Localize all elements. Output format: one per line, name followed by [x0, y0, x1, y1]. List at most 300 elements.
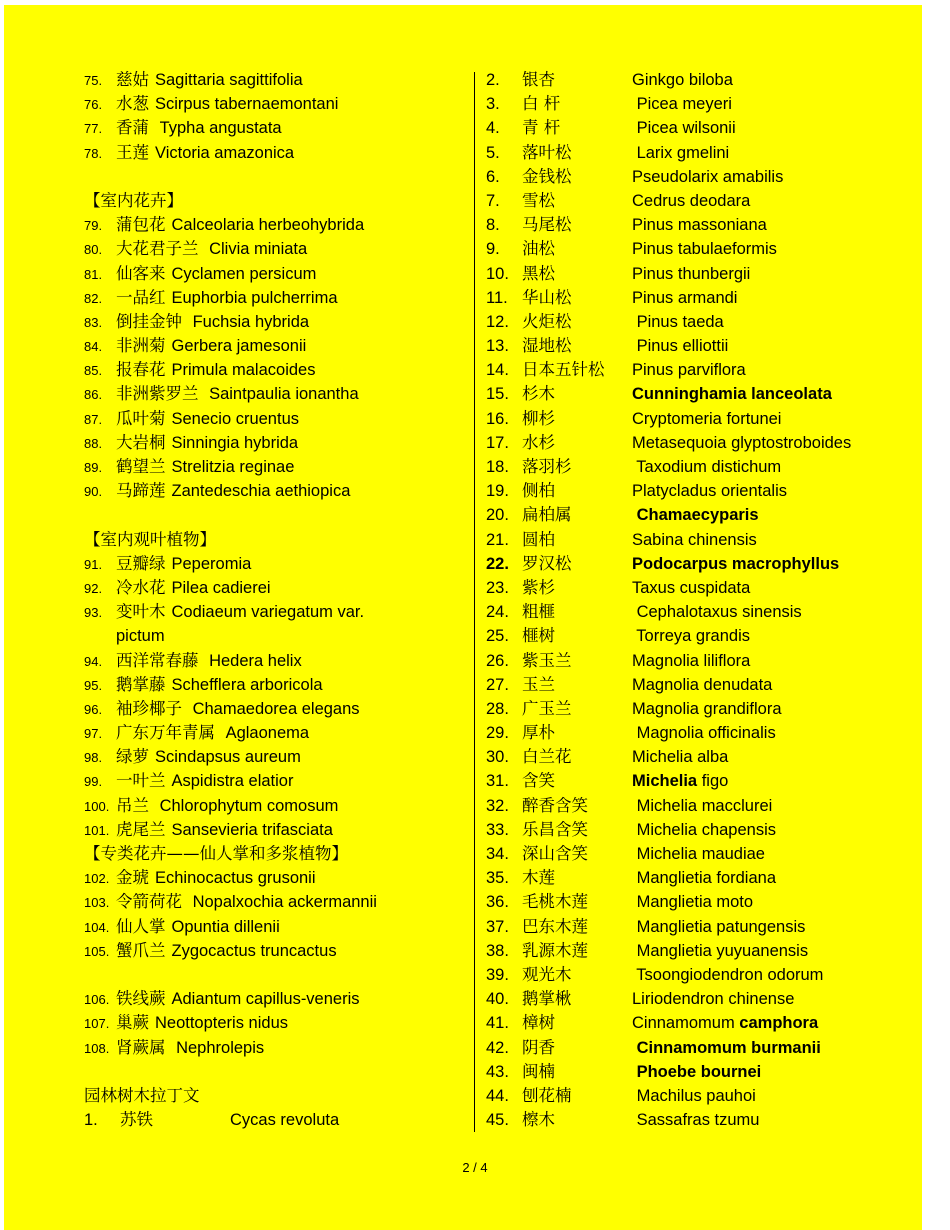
plant-entry [84, 600, 464, 624]
entry-number: 103. [84, 895, 110, 911]
entry-number: 102. [84, 871, 110, 887]
latin-name: Michelia maudiae [632, 845, 765, 863]
entry-number: 37. [486, 917, 509, 936]
tree-entry [486, 1036, 906, 1060]
plant-entry [84, 818, 464, 842]
latin-name: Zygocactus truncactus [171, 941, 337, 960]
chinese-name: 华山松 [522, 287, 572, 307]
plant-entry [84, 431, 464, 455]
chinese-name: 虎尾兰 [116, 819, 166, 839]
entry-number: 26. [486, 651, 509, 670]
tree-entry [486, 721, 906, 745]
latin-name: Taxodium distichum [632, 458, 782, 476]
plant-entry [84, 286, 464, 310]
entry-number: 22. [486, 554, 509, 573]
latin-name: Larix gmelini [632, 143, 730, 162]
tree-entry [486, 68, 906, 92]
tree-entry [486, 649, 906, 673]
chinese-name: 樟树 [522, 1013, 555, 1033]
chinese-name: 醉香含笑 [522, 795, 588, 815]
entry-number: 107. [84, 1016, 110, 1032]
tree-entry [486, 1108, 906, 1132]
latin-name: Typha angustata [155, 119, 282, 138]
chinese-name: 瓜叶菊 [116, 408, 166, 428]
chinese-name: 大岩桐 [116, 432, 166, 452]
chinese-name: 侧柏 [522, 481, 555, 501]
tree-entry [486, 673, 906, 697]
entry-number: 83. [84, 314, 103, 330]
chinese-name: 粗榧 [522, 602, 555, 622]
latin-name: Codiaeum variegatum var. [171, 603, 365, 622]
plant-entry [84, 382, 464, 406]
latin-name: Cunninghamia lanceolata [632, 385, 832, 404]
plant-entry [84, 310, 464, 334]
latin-name: Senecio cruentus [171, 409, 299, 428]
chinese-name: 广玉兰 [522, 698, 572, 718]
entry-number: 42. [486, 1038, 509, 1057]
latin-name: Adiantum capillus-veneris [171, 990, 360, 1009]
latin-name: Sabina chinensis [632, 530, 757, 549]
entry-number: 104. [84, 919, 110, 935]
latin-name: Michelia chapensis [632, 820, 776, 839]
plant-entry [84, 697, 464, 721]
plant-entry [84, 576, 464, 600]
plant-entry [84, 866, 464, 890]
entry-number: 100. [84, 798, 110, 814]
blank-line [84, 963, 464, 987]
latin-name: Sassafras tzumu [632, 1111, 760, 1130]
chinese-name: 蟹爪兰 [116, 940, 166, 960]
chinese-name: 慈姑 [116, 70, 149, 89]
entry-number: 77. [84, 121, 103, 137]
entry-number: 32. [486, 796, 509, 815]
entry-number: 98. [84, 750, 103, 766]
entry-number: 93. [84, 605, 103, 621]
tree-entry [486, 213, 906, 237]
plant-entry [84, 1011, 464, 1035]
latin-name: Magnolia denudata [632, 675, 773, 694]
plant-entry [84, 479, 464, 503]
tree-entry [486, 286, 906, 310]
latin-name: Manglietia fordiana [632, 869, 777, 888]
plant-entry [84, 745, 464, 769]
latin-species: camphora [739, 1014, 819, 1033]
latin-name: Sinningia hybrida [171, 433, 299, 452]
entry-number: 45. [486, 1111, 509, 1130]
chinese-name: 油松 [522, 239, 555, 259]
tree-entry [486, 866, 906, 890]
entry-number: 76. [84, 97, 103, 113]
page-number: 2 / 4 [462, 1160, 488, 1175]
entry-number: 27. [486, 675, 509, 694]
tree-entry [486, 262, 906, 286]
entry-number: 5. [486, 143, 500, 162]
entry-number: 24. [486, 603, 509, 622]
chinese-name: 一叶兰 [116, 771, 166, 791]
tree-entry [486, 987, 906, 1011]
plant-entry [84, 890, 464, 914]
entry-number: 18. [486, 458, 509, 476]
entry-number: 86. [84, 387, 103, 403]
tree-entry [486, 818, 906, 842]
latin-name: Chamaecyparis [632, 506, 759, 525]
chinese-name: 苏铁 [120, 1110, 153, 1130]
tree-entry [486, 334, 906, 358]
chinese-name: 毛桃木莲 [522, 892, 588, 912]
chinese-name: 豆瓣绿 [116, 553, 166, 573]
entry-number: 19. [486, 482, 509, 501]
left-column [84, 68, 464, 1132]
entry-continuation: pictum [116, 627, 165, 646]
entry-number: 91. [84, 556, 103, 572]
section-heading: 【室内花卉】 [84, 190, 183, 210]
chinese-name: 紫杉 [522, 577, 555, 597]
section-heading: 【室内观叶植物】 [84, 529, 216, 549]
chinese-name: 乳源木莲 [522, 940, 588, 960]
latin-name: Cryptomeria fortunei [632, 409, 782, 428]
latin-name: Cyclamen persicum [171, 264, 317, 283]
tree-entry [486, 116, 906, 140]
tree-entry [486, 939, 906, 963]
chinese-name: 乐昌含笑 [522, 819, 588, 839]
plant-entry [84, 794, 464, 818]
latin-name: Hedera helix [204, 651, 302, 670]
entry-number: 14. [486, 361, 509, 380]
tree-entry [486, 697, 906, 721]
latin-name: Primula malacoides [171, 361, 316, 380]
chinese-name: 木莲 [522, 868, 555, 888]
chinese-name: 非洲菊 [116, 336, 166, 356]
latin-name: Magnolia officinalis [632, 724, 776, 743]
latin-name: Cedrus deodara [632, 191, 751, 210]
latin-name: Podocarpus macrophyllus [632, 554, 840, 573]
entry-number: 80. [84, 242, 103, 258]
latin-name: Machilus pauhoi [632, 1086, 756, 1105]
plant-entry [84, 92, 464, 116]
chinese-name: 仙人掌 [116, 916, 166, 936]
plant-entry [84, 334, 464, 358]
chinese-name: 吊兰 [116, 795, 149, 815]
latin-name: Michelia macclurei [632, 796, 773, 815]
entry-number: 7. [486, 191, 500, 210]
latin-name: Pinus thunbergii [632, 264, 751, 283]
tree-entry [486, 382, 906, 406]
tree-entry [486, 915, 906, 939]
entry-number: 85. [84, 363, 103, 379]
tree-entry [486, 1060, 906, 1084]
entry-number: 30. [486, 748, 509, 767]
latin-name: Strelitzia reginae [171, 458, 295, 476]
entry-number: 3. [486, 95, 500, 114]
tree-entry [486, 407, 906, 431]
tree-entry [486, 745, 906, 769]
chinese-name: 仙客来 [116, 263, 166, 283]
chinese-name: 非洲紫罗兰 [116, 384, 199, 404]
chinese-name: 铁线蕨 [116, 989, 166, 1009]
plant-entry [84, 68, 464, 92]
tree-entry [486, 576, 906, 600]
chinese-name: 玉兰 [522, 674, 555, 694]
latin-name: Peperomia [171, 554, 252, 573]
latin-genus: Michelia [632, 772, 698, 791]
entry-number: 99. [84, 774, 103, 790]
latin-name: Manglietia yuyuanensis [632, 941, 809, 960]
latin-name: Victoria amazonica [155, 143, 295, 162]
chinese-name: 柳杉 [522, 408, 555, 428]
chinese-name: 水杉 [522, 432, 555, 452]
latin-name [632, 1014, 818, 1032]
chinese-name: 鹅掌藤 [116, 674, 166, 694]
entry-number: 13. [486, 337, 509, 356]
entry-number: 11. [486, 288, 508, 307]
latin-name: Aspidistra elatior [171, 772, 294, 791]
plant-entry [84, 939, 464, 963]
tree-entry [486, 92, 906, 116]
entry-number: 36. [486, 893, 509, 912]
entry-number: 41. [486, 1014, 509, 1033]
entry-number: 1. [84, 1111, 98, 1130]
chinese-name: 落叶松 [522, 142, 572, 162]
chinese-name: 绿萝 [116, 747, 149, 767]
chinese-name: 日本五针松 [522, 360, 605, 380]
entry-number: 101. [84, 822, 110, 838]
plant-entry [84, 237, 464, 261]
chinese-name: 金钱松 [522, 166, 572, 186]
latin-name: Chlorophytum comosum [155, 796, 339, 815]
tree-entry [486, 890, 906, 914]
chinese-name: 榧树 [522, 626, 555, 646]
latin-name: Magnolia grandiflora [632, 699, 782, 718]
latin-name: Ginkgo biloba [632, 71, 733, 89]
plant-entry [84, 407, 464, 431]
chinese-name: 袖珍椰子 [116, 698, 182, 718]
chinese-name: 檫木 [522, 1110, 555, 1130]
latin-name: Calceolaria herbeohybrida [171, 216, 365, 235]
plant-entry [84, 915, 464, 939]
entry-number: 78. [84, 145, 103, 161]
chinese-name: 香蒲 [116, 118, 149, 138]
chinese-name: 倒挂金钟 [116, 311, 182, 331]
plant-entry [84, 552, 464, 576]
chinese-name: 银杏 [522, 70, 555, 89]
chinese-name: 阴香 [522, 1037, 555, 1057]
chinese-name: 罗汉松 [522, 553, 572, 573]
tree-entry [486, 431, 906, 455]
chinese-name: 一品红 [116, 287, 166, 307]
chinese-name: 杉木 [522, 384, 555, 404]
chinese-name: 变叶木 [116, 602, 166, 622]
entry-number: 89. [84, 460, 103, 475]
latin-name: Pseudolarix amabilis [632, 167, 784, 186]
chinese-name: 巴东木莲 [522, 916, 588, 936]
tree-entry [486, 141, 906, 165]
entry-number: 88. [84, 435, 103, 451]
tree-entry [486, 842, 906, 866]
chinese-name: 巢蕨 [116, 1013, 149, 1033]
entry-number: 94. [84, 653, 103, 669]
entry-number: 6. [486, 167, 500, 186]
entry-number: 82. [84, 290, 103, 306]
plant-entry [84, 358, 464, 382]
tree-entry [486, 455, 906, 479]
plant-entry [84, 769, 464, 793]
section-heading: 【专类花卉——仙人掌和多浆植物】 [84, 844, 348, 863]
latin-name: Zantedeschia aethiopica [171, 482, 351, 501]
chinese-name: 白 杆 [522, 94, 561, 114]
chinese-name: 深山含笑 [522, 844, 588, 863]
entry-number: 29. [486, 724, 509, 743]
plant-entry [84, 649, 464, 673]
tree-entry [486, 310, 906, 334]
tree-entry [486, 1084, 906, 1108]
latin-name: Tsoongiodendron odorum [632, 965, 824, 984]
entry-number: 92. [84, 580, 103, 596]
latin-name: Picea meyeri [632, 95, 732, 114]
latin-name: Pinus armandi [632, 288, 738, 307]
chinese-name: 扁柏属 [522, 505, 572, 525]
latin-name: Pinus elliottii [632, 337, 729, 356]
chinese-name: 青 杆 [522, 118, 561, 138]
plant-entry [84, 1036, 464, 1060]
latin-name: Nopalxochia ackermannii [188, 893, 377, 912]
section-heading: 园林树木拉丁文 [84, 1085, 200, 1105]
entry-number: 9. [486, 240, 500, 259]
chinese-name: 厚朴 [522, 723, 555, 743]
plant-entry [84, 987, 464, 1011]
entry-number: 34. [486, 845, 509, 863]
entry-number: 20. [486, 506, 509, 525]
blank-line [84, 165, 464, 189]
latin-name: Torreya grandis [632, 627, 751, 646]
tree-entry [486, 963, 906, 987]
chinese-name: 马蹄莲 [116, 481, 166, 501]
latin-name: Sagittaria sagittifolia [155, 71, 303, 89]
chinese-name: 马尾松 [522, 215, 572, 235]
entry-number: 97. [84, 726, 103, 742]
latin-name: Pinus tabulaeformis [632, 240, 777, 259]
chinese-name: 含笑 [522, 771, 555, 791]
entry-number: 108. [84, 1040, 110, 1056]
plant-entry [84, 721, 464, 745]
chinese-name: 王莲 [116, 142, 149, 162]
column-divider [474, 72, 475, 1132]
entry-number: 43. [486, 1062, 509, 1081]
latin-name: Cycas revoluta [230, 1111, 340, 1130]
entry-number: 39. [486, 965, 509, 984]
entry-number: 40. [486, 990, 509, 1009]
tree-entry [486, 189, 906, 213]
tree-entry [84, 1108, 464, 1132]
entry-number: 12. [486, 312, 509, 331]
latin-name: Scirpus tabernaemontani [155, 95, 339, 114]
entry-number: 2. [486, 71, 500, 89]
latin-name: Clivia miniata [204, 240, 308, 259]
plant-entry [84, 262, 464, 286]
latin-name: Gerbera jamesonii [171, 337, 307, 356]
latin-name: Echinocactus grusonii [155, 869, 316, 888]
plant-entry [84, 141, 464, 165]
entry-number: 95. [84, 677, 103, 693]
latin-name: Pinus massoniana [632, 216, 767, 235]
chinese-name: 令箭荷花 [116, 892, 182, 912]
chinese-name: 肾蕨属 [116, 1037, 166, 1057]
chinese-name: 水葱 [116, 94, 149, 114]
entry-number: 28. [486, 699, 509, 718]
latin-name: Pinus taeda [632, 312, 724, 331]
latin-name: Magnolia liliflora [632, 651, 751, 670]
entry-number: 35. [486, 869, 509, 888]
tree-entry [486, 624, 906, 648]
chinese-name: 大花君子兰 [116, 239, 199, 259]
latin-name [632, 772, 728, 790]
chinese-name: 闽楠 [522, 1061, 555, 1081]
latin-name: Cephalotaxus sinensis [632, 603, 802, 622]
chinese-name: 蒲包花 [116, 215, 166, 235]
entry-number: 4. [486, 119, 500, 138]
latin-name: Liriodendron chinense [632, 990, 795, 1009]
blank-line [84, 503, 464, 527]
tree-entry [486, 794, 906, 818]
tree-entry [486, 358, 906, 382]
entry-number: 31. [486, 772, 509, 791]
latin-name: Scindapsus aureum [155, 748, 301, 767]
latin-name: Nephrolepis [171, 1038, 265, 1057]
latin-name: Neottopteris nidus [155, 1014, 288, 1033]
latin-name: Cinnamomum burmanii [632, 1038, 821, 1057]
latin-name: Metasequoia glyptostroboides [632, 433, 852, 452]
entry-number: 25. [486, 627, 509, 646]
tree-entry [486, 165, 906, 189]
tree-entry [486, 528, 906, 552]
entry-number: 10. [486, 264, 509, 283]
chinese-name: 火炬松 [522, 311, 572, 331]
latin-name: Fuchsia hybrida [188, 312, 310, 331]
chinese-name: 雪松 [522, 190, 555, 210]
entry-number: 87. [84, 411, 103, 427]
blank-line [84, 1060, 464, 1084]
chinese-name: 冷水花 [116, 577, 166, 597]
entry-number: 44. [486, 1086, 509, 1105]
chinese-name: 西洋常春藤 [116, 650, 199, 670]
latin-name: Picea wilsonii [632, 119, 736, 138]
chinese-name: 报春花 [116, 360, 166, 380]
tree-entry [486, 600, 906, 624]
chinese-name: 广东万年青属 [116, 723, 215, 743]
chinese-name: 湿地松 [522, 336, 572, 356]
entry-number: 90. [84, 484, 103, 500]
entry-number: 23. [486, 578, 509, 597]
plant-entry [84, 116, 464, 140]
latin-name: Michelia alba [632, 748, 729, 767]
chinese-name: 落羽杉 [522, 457, 572, 476]
chinese-name: 紫玉兰 [522, 650, 572, 670]
right-column [486, 68, 906, 1132]
latin-name: Platycladus orientalis [632, 482, 787, 501]
plant-entry [84, 213, 464, 237]
entry-number: 105. [84, 943, 110, 959]
latin-name: Opuntia dillenii [171, 917, 280, 936]
chinese-name: 白兰花 [522, 747, 572, 767]
latin-name: Saintpaulia ionantha [204, 385, 359, 404]
entry-number: 96. [84, 701, 103, 717]
chinese-name: 鹤望兰 [116, 457, 166, 476]
latin-name: Manglietia moto [632, 893, 754, 912]
chinese-name: 圆柏 [522, 529, 555, 549]
tree-entry [486, 479, 906, 503]
entry-number: 8. [486, 216, 500, 235]
entry-number: 33. [486, 820, 509, 839]
latin-name: Pilea cadierei [171, 578, 271, 597]
